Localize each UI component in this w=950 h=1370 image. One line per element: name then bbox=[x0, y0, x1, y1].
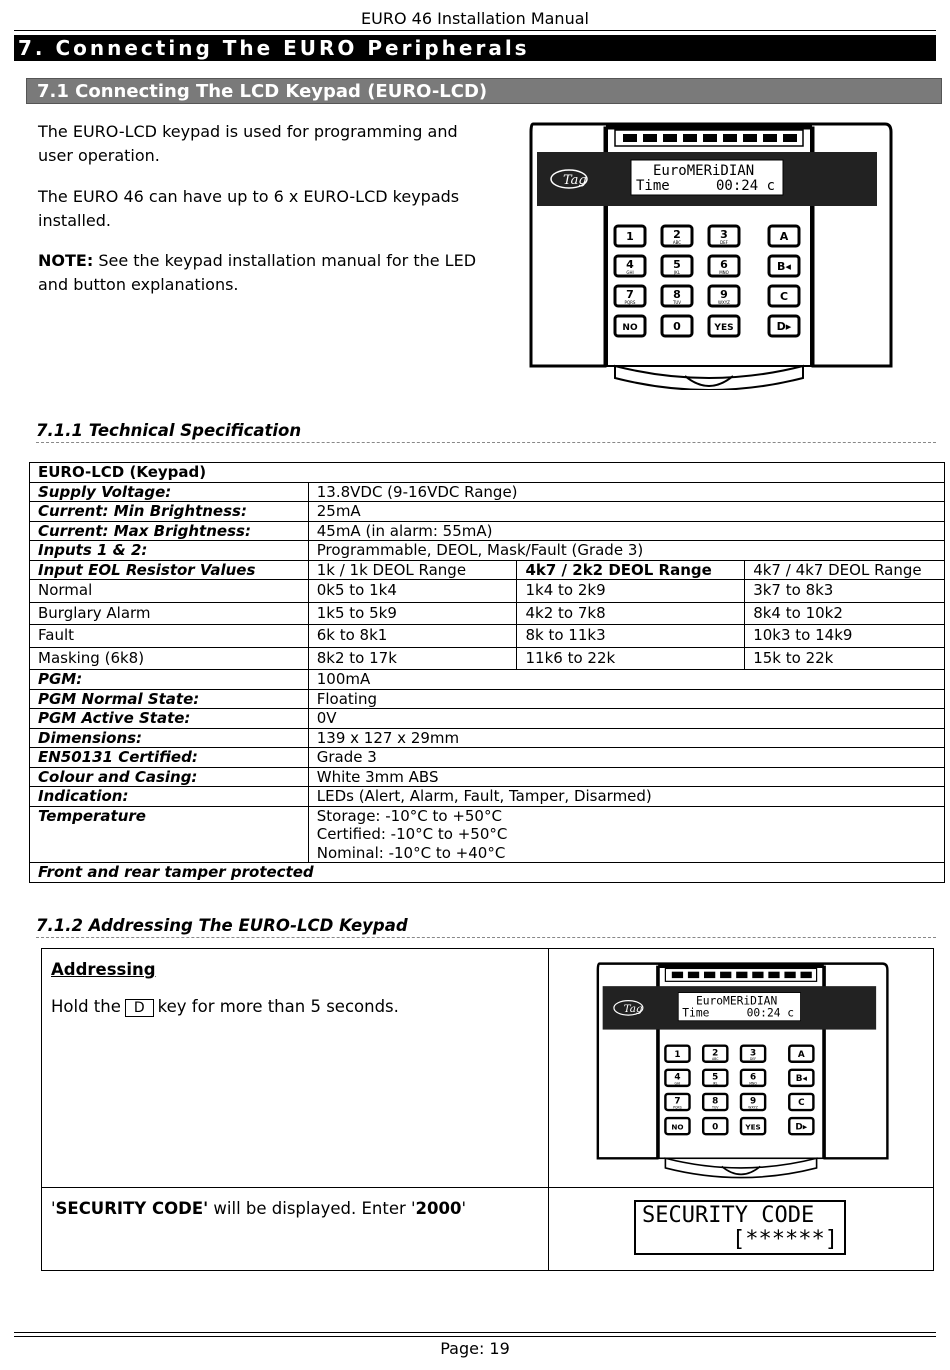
keypad-key-label: 9 bbox=[749, 1096, 757, 1107]
table-row bbox=[30, 625, 945, 648]
keypad-lcd-line2-right: 00:24 c bbox=[746, 1006, 795, 1020]
keypad-lcd-line2-left: Time bbox=[636, 178, 670, 194]
keypad-key-label: 8 bbox=[673, 288, 681, 301]
keypad-key-sublabel: PQRS bbox=[673, 1105, 682, 1110]
spec-table bbox=[29, 462, 945, 883]
keypad-side-key-label: A bbox=[779, 230, 789, 243]
table-row bbox=[30, 647, 945, 670]
keypad-key-label: 6 bbox=[720, 258, 728, 271]
eol-cell: 1k4 to 2k9 bbox=[517, 580, 745, 603]
keypad-key-sublabel: WXYZ bbox=[748, 1105, 758, 1110]
spec-value: LEDs (Alert, Alarm, Fault, Tamper, Disarmed) bbox=[308, 787, 944, 807]
spec-label: Indication: bbox=[30, 787, 309, 807]
section-title: 7.1 Connecting The LCD Keypad (EURO-LCD) bbox=[26, 78, 942, 104]
eol-label: Normal bbox=[30, 580, 309, 603]
keypad-key-label: 5 bbox=[673, 258, 681, 271]
keypad-lcd-line2-right: 00:24 c bbox=[716, 178, 776, 194]
header-rule bbox=[14, 30, 936, 31]
addressing-divider bbox=[548, 949, 549, 1270]
tamper-row bbox=[30, 863, 945, 883]
temperature-row bbox=[30, 806, 945, 863]
keypad-key-label: 7 bbox=[626, 288, 634, 301]
temperature-values bbox=[308, 806, 944, 863]
keypad-key-label: 3 bbox=[720, 228, 728, 241]
keypad-key-sublabel: DEF bbox=[749, 1057, 757, 1062]
keypad-key-label: 7 bbox=[674, 1096, 681, 1107]
addressing-title: Addressing bbox=[51, 960, 156, 979]
intro-paragraph-2: The EURO 46 can have up to 6 x EURO-LCD keypads installed. bbox=[38, 187, 460, 230]
spec-title-row bbox=[30, 463, 945, 483]
eol-cell: 8k2 to 17k bbox=[308, 647, 517, 670]
keypad-key-label: 1 bbox=[674, 1049, 681, 1060]
spec-value: 13.8VDC (9-16VDC Range) bbox=[308, 482, 944, 502]
keypad-side-key-label: C bbox=[779, 290, 789, 303]
eol-cell: 3k7 to 8k3 bbox=[745, 580, 945, 603]
code-label: SECURITY CODE' bbox=[55, 1199, 209, 1218]
table-row bbox=[30, 541, 945, 561]
temp-nominal: Nominal: -10°C to +40°C bbox=[316, 843, 506, 862]
keypad-key-sublabel: TUV bbox=[712, 1105, 719, 1110]
table-row bbox=[30, 521, 945, 541]
temp-storage: Storage: -10°C to +50°C bbox=[316, 806, 502, 825]
table-row bbox=[30, 748, 945, 768]
security-code-lcd-line2: [******] bbox=[732, 1227, 838, 1252]
keypad-lcd-line1: EuroMERiDIAN bbox=[695, 994, 778, 1008]
spec-label: Colour and Casing: bbox=[30, 767, 309, 787]
spec-label: PGM: bbox=[30, 670, 309, 690]
spec-value: White 3mm ABS bbox=[308, 767, 944, 787]
keypad-key-sublabel: GHI bbox=[626, 270, 634, 275]
spec-label: Dimensions: bbox=[30, 728, 309, 748]
eol-header-row bbox=[30, 560, 945, 580]
keypad-side-key-label: B◂ bbox=[795, 1074, 807, 1085]
keypad-key-label: 9 bbox=[720, 288, 728, 301]
keypad-key-label: YES bbox=[714, 323, 734, 333]
keypad-lcd-line2-left: Time bbox=[682, 1006, 710, 1020]
table-row bbox=[30, 670, 945, 690]
keypad-key-label: 8 bbox=[712, 1096, 719, 1107]
keypad-key-sublabel: GHI bbox=[674, 1081, 681, 1086]
table-row bbox=[30, 580, 945, 603]
keypad-key-sublabel: JKL bbox=[712, 1081, 718, 1086]
table-row bbox=[30, 767, 945, 787]
keypad-key-label: 1 bbox=[626, 230, 634, 243]
keypad-side-key-label: C bbox=[798, 1098, 805, 1109]
keypad-key-label: 3 bbox=[749, 1048, 757, 1059]
eol-header-col3: 4k7 / 4k7 DEOL Range bbox=[745, 560, 945, 580]
keypad-key-sublabel: JKL bbox=[673, 270, 681, 275]
code-post: ' bbox=[461, 1199, 467, 1218]
d-key-icon: D bbox=[125, 999, 154, 1017]
table-row bbox=[30, 728, 945, 748]
table-row bbox=[30, 502, 945, 522]
addressing-heading: 7.1.2 Addressing The EURO-LCD Keypad bbox=[36, 916, 936, 938]
code-value: 2000 bbox=[415, 1199, 462, 1218]
intro-paragraph-1: The EURO-LCD keypad is used for programming and user operation. bbox=[38, 122, 458, 165]
keypad-key-sublabel: PQRS bbox=[624, 300, 636, 305]
keypad-key-sublabel: MNO bbox=[719, 270, 729, 275]
hold-pre: Hold the bbox=[51, 997, 121, 1016]
eol-cell: 4k2 to 7k8 bbox=[517, 602, 745, 625]
table-row bbox=[30, 482, 945, 502]
eol-cell: 6k to 8k1 bbox=[308, 625, 517, 648]
spec-heading: 7.1.1 Technical Specification bbox=[36, 421, 936, 443]
keypad-key-label: YES bbox=[745, 1122, 761, 1132]
manual-title: EURO 46 Installation Manual bbox=[361, 9, 589, 28]
temperature-label: Temperature bbox=[30, 806, 309, 863]
table-row bbox=[30, 787, 945, 807]
keypad-key-label: 5 bbox=[712, 1072, 719, 1083]
keypad-key-label: 4 bbox=[626, 258, 634, 271]
eol-cell: 11k6 to 22k bbox=[517, 647, 745, 670]
spec-value: 0V bbox=[308, 709, 944, 729]
keypad-key-sublabel: WXYZ bbox=[718, 300, 730, 305]
spec-value: 45mA (in alarm: 55mA) bbox=[308, 521, 944, 541]
spec-label: PGM Normal State: bbox=[30, 689, 309, 709]
keypad-key-sublabel: DEF bbox=[720, 240, 728, 245]
tamper-note: Front and rear tamper protected bbox=[30, 863, 945, 883]
hold-post: key for more than 5 seconds. bbox=[157, 997, 399, 1016]
spec-label: Inputs 1 & 2: bbox=[30, 541, 309, 561]
spec-value: Floating bbox=[308, 689, 944, 709]
keypad-key-label: 2 bbox=[673, 228, 681, 241]
eol-cell: 8k4 to 10k2 bbox=[745, 602, 945, 625]
code-mid: will be displayed. Enter ' bbox=[208, 1199, 416, 1218]
keypad-side-key-label: B◂ bbox=[777, 260, 791, 273]
spec-title: EURO-LCD (Keypad) bbox=[30, 463, 945, 483]
spec-value: Programmable, DEOL, Mask/Fault (Grade 3) bbox=[308, 541, 944, 561]
note-text: See the keypad installation manual for the LED and button explanations. bbox=[38, 251, 477, 294]
addressing-instruction bbox=[51, 997, 399, 1017]
eol-label: Fault bbox=[30, 625, 309, 648]
note-label: NOTE: bbox=[38, 251, 94, 270]
page-number: Page: 19 bbox=[440, 1339, 510, 1358]
eol-cell: 15k to 22k bbox=[745, 647, 945, 670]
spec-value: Grade 3 bbox=[308, 748, 944, 768]
eol-cell: 0k5 to 1k4 bbox=[308, 580, 517, 603]
spec-value: 139 x 127 x 29mm bbox=[308, 728, 944, 748]
keypad-illustration bbox=[525, 120, 893, 390]
keypad-key-sublabel: ABC bbox=[711, 1057, 719, 1062]
intro-note bbox=[38, 249, 478, 297]
keypad-key-label: 4 bbox=[674, 1072, 681, 1083]
table-row bbox=[30, 709, 945, 729]
spec-label: Current: Max Brightness: bbox=[30, 521, 309, 541]
footer-rule bbox=[14, 1332, 936, 1333]
code-pre: ' bbox=[51, 1199, 56, 1218]
table-row bbox=[30, 689, 945, 709]
keypad-illustration-small bbox=[593, 959, 889, 1179]
keypad-side-key-label: D▸ bbox=[776, 320, 792, 333]
keypad-key-label: NO bbox=[622, 323, 638, 333]
spec-label: Supply Voltage: bbox=[30, 482, 309, 502]
table-row bbox=[30, 602, 945, 625]
keypad-key-label: 2 bbox=[712, 1048, 719, 1059]
keypad-side-key-label: D▸ bbox=[795, 1122, 808, 1133]
eol-header-col2: 4k7 / 2k2 DEOL Range bbox=[517, 560, 745, 580]
keypad-key-label: 0 bbox=[673, 320, 681, 333]
eol-label: Burglary Alarm bbox=[30, 602, 309, 625]
spec-value: 100mA bbox=[308, 670, 944, 690]
keypad-logo: Tag bbox=[623, 1002, 643, 1015]
eol-cell: 1k5 to 5k9 bbox=[308, 602, 517, 625]
addressing-box bbox=[41, 948, 934, 1271]
keypad-key-sublabel: TUV bbox=[672, 300, 682, 305]
keypad-key-sublabel: ABC bbox=[672, 240, 682, 245]
security-code-instruction bbox=[51, 1199, 466, 1218]
spec-value: 25mA bbox=[308, 502, 944, 522]
eol-header-label: Input EOL Resistor Values bbox=[30, 560, 309, 580]
eol-cell: 10k3 to 14k9 bbox=[745, 625, 945, 648]
chapter-title: 7. Connecting The EURO Peripherals bbox=[14, 35, 936, 61]
eol-label: Masking (6k8) bbox=[30, 647, 309, 670]
security-code-lcd-line1: SECURITY CODE bbox=[642, 1203, 815, 1228]
keypad-key-sublabel: MNO bbox=[749, 1081, 757, 1086]
spec-label: PGM Active State: bbox=[30, 709, 309, 729]
keypad-lcd-line1: EuroMERiDIAN bbox=[653, 163, 755, 179]
addressing-divider bbox=[42, 1187, 933, 1188]
eol-header-col1: 1k / 1k DEOL Range bbox=[308, 560, 517, 580]
security-code-lcd bbox=[634, 1200, 846, 1255]
eol-cell: 8k to 11k3 bbox=[517, 625, 745, 648]
spec-label: EN50131 Certified: bbox=[30, 748, 309, 768]
keypad-key-label: NO bbox=[671, 1122, 684, 1132]
keypad-side-key-label: A bbox=[797, 1049, 805, 1060]
spec-label: Current: Min Brightness: bbox=[30, 502, 309, 522]
temp-certified: Certified: -10°C to +50°C bbox=[316, 825, 508, 843]
keypad-logo: Tag bbox=[563, 173, 587, 188]
footer-rule bbox=[14, 1336, 936, 1337]
keypad-key-label: 0 bbox=[712, 1122, 719, 1133]
keypad-key-label: 6 bbox=[749, 1072, 757, 1083]
